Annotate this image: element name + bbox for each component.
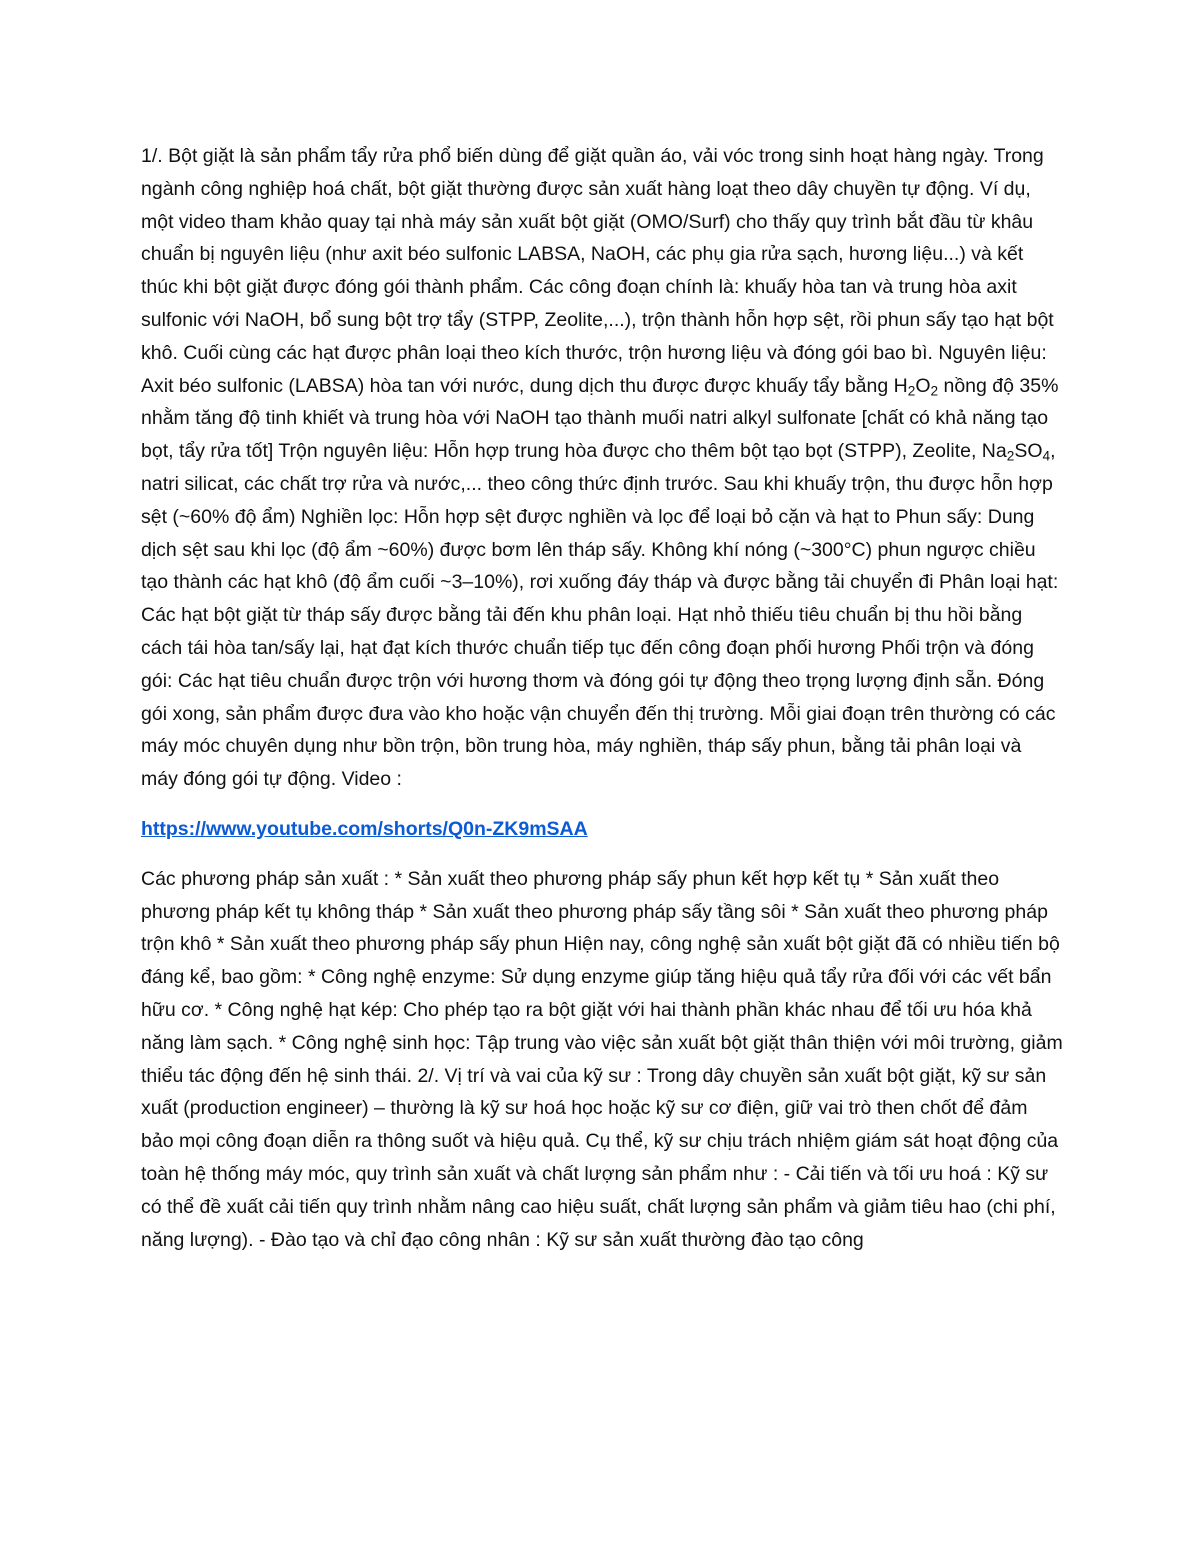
paragraph-production-methods: Các phương pháp sản xuất : * Sản xuất theo phương pháp sấy phun kết hợp kết tụ * Sản xuất theo phương pháp kết tụ không tháp * Sản xuất theo phương pháp sấy tầng sôi * Sản xuất theo phương pháp trộn khô * Sản xuất theo phương pháp sấy phun Hiện nay, công nghệ sản xuất bột giặt đã có nhiều tiến bộ đáng kể, bao gồm: * Công nghệ enzyme: Sử dụng enzyme giúp tăng hiệu quả tẩy rửa đối với các vết bẩn hữu cơ. * Công nghệ hạt kép: Cho phép tạo ra bột giặt với hai thành phần khác nhau để tối ưu hóa khả năng làm sạch. * Công nghệ sinh học: Tập trung vào việc sản xuất bột giặt thân thiện với môi trường, giảm thiểu tác động đến hệ sinh thái. 2/. Vị trí và vai của kỹ sư : Trong dây chuyền sản xuất bột giặt, kỹ sư sản xuất (production engineer) – thường là kỹ sư hoá học hoặc kỹ sư cơ điện, giữ vai trò then chốt để đảm bảo mọi công đoạn diễn ra thông suốt và hiệu quả. Cụ thể, kỹ sư chịu trách nhiệm giám sát hoạt động của toàn hệ thống máy móc, quy trình sản xuất và chất lượng sản phẩm như : - Cải tiến và tối ưu hoá : Kỹ sư có thể đề xuất cải tiến quy trình nhằm nâng cao hiệu suất, chất lượng sản phẩm và giảm tiêu hao (chi phí, năng lượng). - Đào tạo và chỉ đạo công nhân : Kỹ sư sản xuất thường đào tạo công: [141, 867, 1063, 1251]
paragraph-1-text-c: nồng độ 35% nhằm tăng độ tinh khiết và trung hòa với NaOH tạo thành muối natri alkyl sulfonate [chất có khả năng tạo bọt, tẩy rửa tốt] Trộn nguyên liệu: Hỗn hợp trung hòa được cho thêm bột tạo bọt (STPP), Zeolite, Na: [141, 374, 1059, 463]
subscript-na2so4-na: 2: [1006, 448, 1015, 464]
paragraph-1-text-e: , natri silicat, các chất trợ rửa và nước,... theo công thức định trước. Sau khi khuấy trộn, thu được hỗn hợp sệt (~60% độ ẩm) Nghiền lọc: Hỗn hợp sệt được nghiền và lọc để loại bỏ cặn và hạt to Phun sấy: Dung dịch sệt sau khi lọc (độ ẩm ~60%) được bơm lên tháp sấy. Không khí nóng (~300°C) phun ngược chiều tạo thành các hạt khô (độ ẩm cuối ~3–10%), rơi xuống đáy tháp và được bằng tải chuyển đi Phân loại hạt: Các hạt bột giặt từ tháp sấy được bằng tải đến khu phân loại. Hạt nhỏ thiếu tiêu chuẩn bị thu hồi bằng cách tái hòa tan/sấy lại, hạt đạt kích thước chuẩn tiếp tục đến công đoạn phối hương Phối trộn và đóng gói: Các hạt tiêu chuẩn được trộn với hương thơm và đóng gói tự động theo trọng lượng định sẵn. Đóng gói xong, sản phẩm được đưa vào kho hoặc vận chuyển đến thị trường. Mỗi giai đoạn trên thường có các máy móc chuyên dụng như bồn trộn, bồn trung hòa, máy nghiền, tháp sấy phun, bằng tải phân loại và máy đóng gói tự động. Video :: [141, 440, 1059, 791]
document-body: [141, 140, 1063, 1256]
video-link[interactable]: https://www.youtube.com/shorts/Q0n-ZK9mSAA: [141, 817, 588, 840]
paragraph-1-text-a: 1/. Bột giặt là sản phẩm tẩy rửa phổ biến dùng để giặt quần áo, vải vóc trong sinh hoạt hàng ngày. Trong ngành công nghiệp hoá chất, bột giặt thường được sản xuất hàng loạt theo dây chuyền tự động. Ví dụ, một video tham khảo quay tại nhà máy sản xuất bột giặt (OMO/Surf) cho thấy quy trình bắt đầu từ khâu chuẩn bị nguyên liệu (như axit béo sulfonic LABSA, NaOH, các phụ gia rửa sạch, hương liệu...) và kết thúc khi bột giặt được đóng gói thành phẩm. Các công đoạn chính là: khuấy hòa tan và trung hòa axit sulfonic với NaOH, bổ sung bột trợ tẩy (STPP, Zeolite,...), trộn thành hỗn hợp sệt, rồi phun sấy tạo hạt bột khô. Cuối cùng các hạt được phân loại theo kích thước, trộn hương liệu và đóng gói bao bì. Nguyên liệu: Axit béo sulfonic (LABSA) hòa tan với nước, dung dịch thu được được khuấy tẩy bằng H: [141, 145, 1054, 397]
paragraph-1-text-d: SO: [1014, 440, 1043, 463]
subscript-na2so4-o: 4: [1042, 448, 1051, 464]
paragraph-detergent-process: [141, 140, 1063, 796]
paragraph-1-text-b: O: [915, 374, 931, 397]
subscript-h2o2-h: 2: [907, 382, 916, 398]
video-link-paragraph: [141, 813, 1063, 846]
subscript-h2o2-o: 2: [930, 382, 939, 398]
